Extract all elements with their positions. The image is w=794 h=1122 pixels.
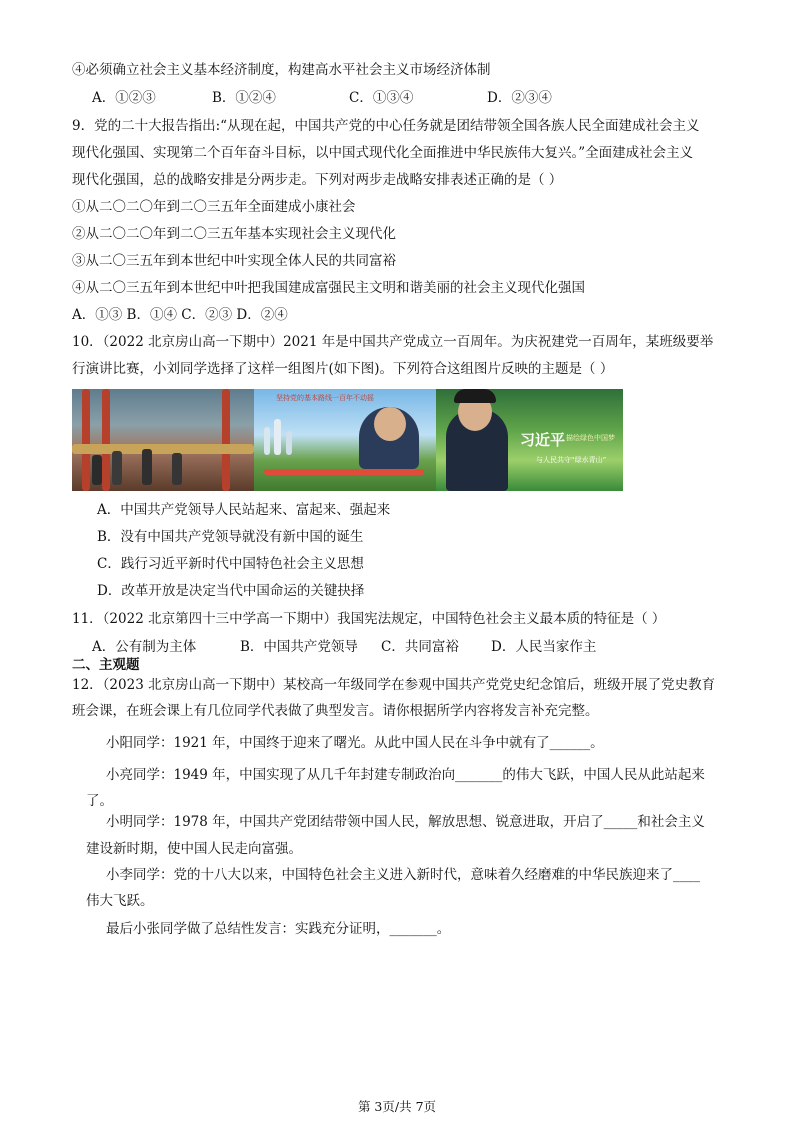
- q12-speech-xiaoliang-line1: 小亮同学：1949 年，中国实现了从几千年封建专制政治向_______的伟大飞跃，中国人民从此站起来: [106, 767, 705, 783]
- reform-era-image: [254, 389, 436, 491]
- page-number-footer: 第 3页/共 7页: [357, 1099, 437, 1114]
- mountains-caption: 与人民共守“绿水青山”: [536, 456, 607, 464]
- name-caption: 习近平: [520, 431, 566, 449]
- q12-stem-line1: 12．（2023 北京房山高一下期中）某校高一年级同学在参观中国共产党党史纪念馆后，班级开展了党史教育: [72, 677, 716, 693]
- q12-speech-xiaoli-line1: 小李同学：党的十八大以来，中国特色社会主义进入新时代，意味着久经磨难的中华民族迎来了____: [106, 867, 700, 883]
- q11-stem: 11．（2022 北京第四十三中学高一下期中）我国宪法规定，中国特色社会主义最本质的特征是（ ）: [72, 611, 666, 627]
- q9-stem-line2: 现代化强国、实现第二个百年奋斗目标，以中国式现代化全面推进中华民族伟大复兴。”全面建成社会主义: [72, 145, 694, 161]
- q11-option-d: D．人民当家作主: [491, 639, 597, 655]
- q10-option-a: A．中国共产党领导人民站起来、富起来、强起来: [97, 502, 391, 518]
- q8-option-c: C．①③④: [349, 90, 414, 106]
- q9-statement-4: ④从二〇三五年到本世纪中叶把我国建成富强民主文明和谐美丽的社会主义现代化强国: [72, 280, 585, 296]
- q10-stem-line2: 行演讲比赛，小刘同学选择了这样一组图片(如下图)。下列符合这组图片反映的主题是（ ）: [72, 361, 614, 377]
- q12-stem-line2: 班会课，在班会课上有几位同学代表做了典型发言。请你根据所学内容将发言补充完整。: [72, 703, 599, 719]
- q11-option-c: C．共同富裕: [381, 639, 459, 655]
- q9-statement-2: ②从二〇二〇年到二〇三五年基本实现社会主义现代化: [72, 226, 396, 242]
- q8-option-b: B．①②④: [212, 90, 276, 106]
- q12-speech-xiaoyang: 小阳同学：1921 年，中国终于迎来了曙光。从此中国人民在斗争中就有了______。: [106, 735, 604, 751]
- section-heading-subjective: 二、主观题: [72, 657, 140, 673]
- q11-option-a: A．公有制为主体: [92, 639, 197, 655]
- q8-statement-4: ④必须确立社会主义基本经济制度，构建高水平社会主义市场经济体制: [72, 62, 491, 78]
- q10-option-b: B．没有中国共产党领导就没有新中国的诞生: [97, 529, 364, 545]
- q12-speech-xiaoming-line1: 小明同学：1978 年，中国共产党团结带领中国人民，解放思想、锐意进取，开启了_____和社会主义: [106, 814, 705, 830]
- q9-statement-3: ③从二〇三五年到本世纪中叶实现全体人民的共同富裕: [72, 253, 396, 269]
- q9-statement-1: ①从二〇二〇年到二〇三五年全面建成小康社会: [72, 199, 356, 215]
- q12-speech-xiaozhang: 最后小张同学做了总结性发言：实践充分证明，_______。: [106, 921, 451, 937]
- q12-speech-xiaoming-line2: 建设新时期，使中国人民走向富强。: [86, 841, 302, 857]
- dream-caption: 描绘绿色中国梦: [566, 434, 615, 442]
- green-china-dream-image: [436, 389, 623, 491]
- q10-option-d: D．改革开放是决定当代中国命运的关键抉择: [97, 583, 365, 599]
- q9-stem-line1: 9．党的二十大报告指出:“从现在起，中国共产党的中心任务就是团结带领全国各族人民全面建成社会主义: [72, 118, 700, 134]
- founding-ceremony-image: [72, 389, 254, 491]
- q8-option-d: D．②③④: [487, 90, 552, 106]
- q10-image-strip: [72, 389, 623, 491]
- q11-option-b: B．中国共产党领导: [240, 639, 358, 655]
- q10-option-c: C．践行习近平新时代中国特色社会主义思想: [97, 556, 364, 572]
- q9-options: A．①③ B．①④ C．②③ D．②④: [72, 307, 288, 323]
- q12-speech-xiaoliang-line2: 了。: [86, 793, 113, 809]
- q12-speech-xiaoli-line2: 伟大飞跃。: [86, 893, 154, 909]
- q8-option-a: A．①②③: [92, 90, 156, 106]
- slogan-banner: 坚持党的基本路线一百年不动摇: [276, 394, 374, 402]
- q9-stem-line3: 现代化强国，总的战略安排是分两步走。下列对两步走战略安排表述正确的是（ ）: [72, 172, 563, 188]
- q10-stem-line1: 10．（2022 北京房山高一下期中）2021 年是中国共产党成立一百周年。为庆祝建党一百周年，某班级要举: [72, 334, 714, 350]
